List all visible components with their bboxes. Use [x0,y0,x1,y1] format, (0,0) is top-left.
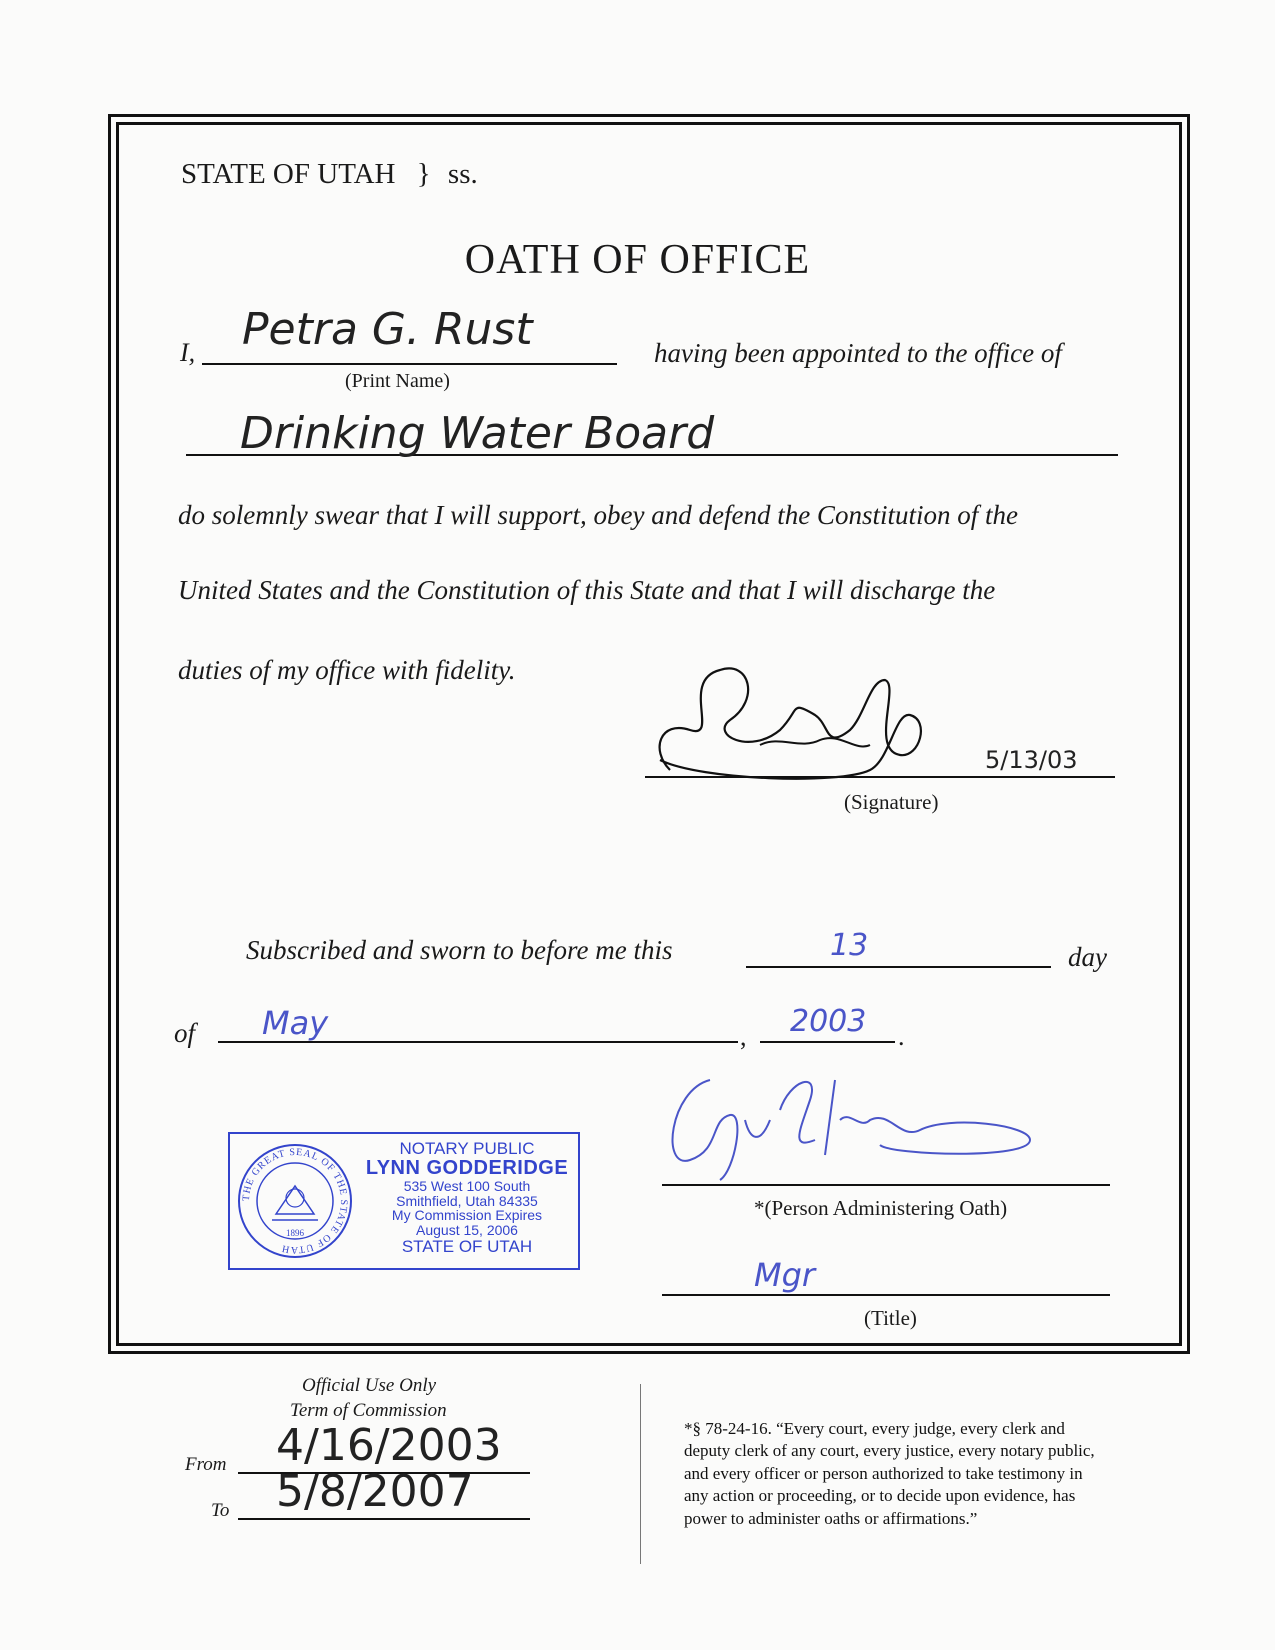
footnote-line-2: deputy clerk of any court, every justice, every notary public, [684,1441,1095,1461]
signature-caption: (Signature) [844,790,939,814]
official-use-heading: Official Use Only [302,1375,437,1396]
administering-caption: *(Person Administering Oath) [754,1196,1008,1220]
comma: , [740,1022,747,1051]
ss-label: ss. [447,158,478,190]
to-handwritten: 5/8/2007 [276,1466,474,1517]
appointed-text: having been appointed to the office of [654,338,1062,368]
from-handwritten: 4/16/2003 [276,1420,502,1471]
notary-stamp [228,1132,580,1270]
footnote-line-1: *§ 78-24-16. “Every court, every judge, every clerk and [684,1419,1065,1438]
statute-footnote [684,1418,1184,1530]
day-handwritten: 13 [830,928,869,963]
state-header [181,158,478,191]
notary-address-1: 535 West 100 South [403,1177,531,1194]
month-handwritten: May [262,1004,329,1042]
day-label: day [1068,942,1107,972]
footnote-line-5: power to administer oaths or affirmations.” [684,1508,978,1528]
title-line [662,1294,1110,1296]
notary-public-label: NOTARY PUBLIC [399,1139,535,1158]
state-seal-icon [236,1142,354,1260]
name-caption: (Print Name) [345,370,450,392]
page-title: OATH OF OFFICE [464,237,811,283]
seal-ring-text: THE GREAT SEAL OF THE STATE OF UTAH [240,1146,350,1256]
notary-expires: August 15, 2006 [416,1221,518,1238]
footnote-line-4: any action or proceeding, or to decide upon evidence, has [684,1486,1076,1506]
term-heading: Term of Commission [290,1400,447,1421]
to-label: To [211,1500,230,1521]
period: . [898,1022,905,1051]
administering-line [662,1184,1110,1186]
title-handwritten: Mgr [754,1256,816,1294]
office-handwritten: Drinking Water Board [240,408,715,459]
footnote-line-3: and every officer or person authorized to take testimony in [684,1463,1083,1483]
sworn-prefix: Subscribed and sworn to before me this [246,935,673,965]
oath-signature [640,660,970,800]
of-label: of [174,1018,196,1048]
to-line [238,1518,530,1520]
oath-line-2: United States and the Constitution of this State and that I will discharge the [178,575,996,605]
name-line [202,363,617,365]
brace: } [416,158,431,190]
notary-address-2: Smithfield, Utah 84335 [396,1192,538,1209]
oath-line-1: do solemnly swear that I will support, obey and defend the Constitution of the [178,500,1018,530]
day-line [746,966,1051,968]
state-label: STATE OF UTAH [181,158,396,190]
notary-state: STATE OF UTAH [401,1236,533,1256]
seal-year: 1896 [286,1228,304,1238]
i-label: I, [180,338,196,367]
signature-line [645,776,1115,778]
signature-date: 5/13/03 [985,746,1078,774]
oath-line-3: duties of my office with fidelity. [178,655,516,685]
notary-name: LYNN GODDERIDGE [365,1156,569,1179]
title-caption: (Title) [864,1306,917,1330]
administering-signature [650,1060,1040,1190]
from-label: From [185,1454,227,1475]
section-divider [640,1384,641,1564]
name-handwritten: Petra G. Rust [242,304,533,355]
notary-commission: My Commission Expires [391,1207,543,1224]
year-handwritten: 2003 [790,1004,867,1039]
year-line [760,1041,895,1043]
